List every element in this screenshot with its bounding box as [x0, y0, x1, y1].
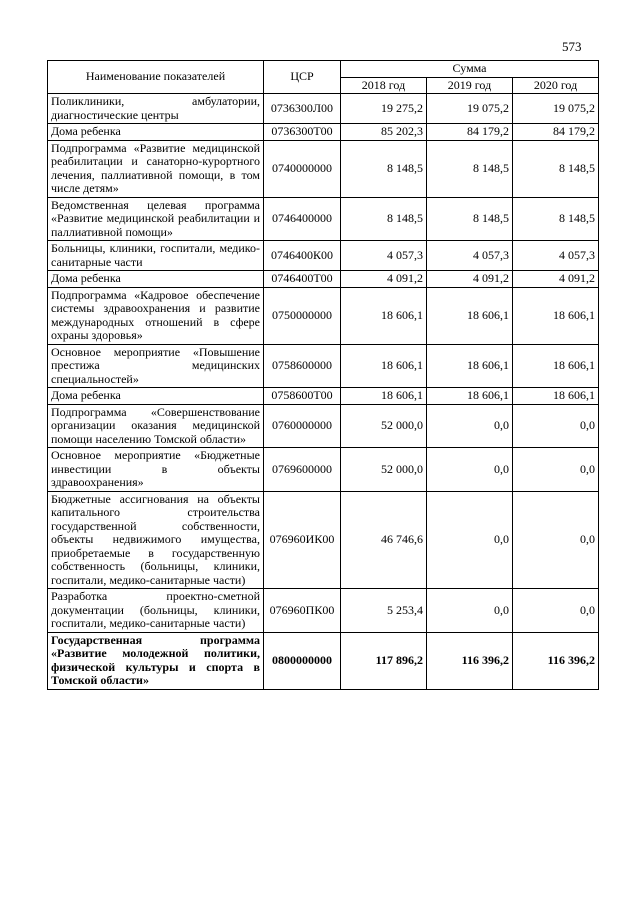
row-value-2018: 5 253,4: [341, 589, 427, 633]
row-value-2019: 8 148,5: [427, 197, 513, 241]
header-row: [48, 61, 599, 78]
header-csr: ЦСР: [264, 61, 341, 94]
row-value-2018: 52 000,0: [341, 404, 427, 448]
row-value-2020: 8 148,5: [513, 197, 599, 241]
row-csr-cell: 0758600000: [264, 344, 341, 388]
row-value-2018: 46 746,6: [341, 491, 427, 589]
row-value-2019: 4 091,2: [427, 271, 513, 288]
table-row: [48, 404, 599, 448]
row-name-cell: Бюджетные ассигнования на объекты капитального строительства государственной собственности, объекты недвижимого имущества, приобретаемые в государственную собственность (больницы, клиники, госпитали, медико-санитарные части): [48, 491, 264, 589]
header-year-2018: 2018 год: [341, 77, 427, 94]
table-row: [48, 197, 599, 241]
row-value-2018: 85 202,3: [341, 124, 427, 141]
row-csr-cell: 076960ИК00: [264, 491, 341, 589]
table-row: [48, 491, 599, 589]
row-value-2020: 4 057,3: [513, 241, 599, 271]
row-value-2020: 116 396,2: [513, 632, 599, 689]
header-year-2019: 2019 год: [427, 77, 513, 94]
row-value-2018: 8 148,5: [341, 140, 427, 197]
row-csr-cell: 0750000000: [264, 287, 341, 344]
row-value-2019: 0,0: [427, 491, 513, 589]
header-name: Наименование показателей: [48, 61, 264, 94]
row-value-2019: 4 057,3: [427, 241, 513, 271]
row-name-cell: Дома ребенка: [48, 388, 264, 405]
row-value-2020: 84 179,2: [513, 124, 599, 141]
row-value-2018: 117 896,2: [341, 632, 427, 689]
row-csr-cell: 076960ПК00: [264, 589, 341, 633]
row-csr-cell: 0740000000: [264, 140, 341, 197]
row-value-2020: 18 606,1: [513, 388, 599, 405]
row-csr-cell: 0758600Т00: [264, 388, 341, 405]
row-value-2019: 0,0: [427, 448, 513, 492]
row-value-2018: 4 091,2: [341, 271, 427, 288]
row-name-cell: Основное мероприятие «Повышение престижа медицинских специальностей»: [48, 344, 264, 388]
row-csr-cell: 0760000000: [264, 404, 341, 448]
row-name-cell: Дома ребенка: [48, 124, 264, 141]
table-row: [48, 287, 599, 344]
row-value-2018: 19 275,2: [341, 94, 427, 124]
row-value-2020: 0,0: [513, 491, 599, 589]
table-row: [48, 344, 599, 388]
row-csr-cell: 0800000000: [264, 632, 341, 689]
row-value-2019: 8 148,5: [427, 140, 513, 197]
row-value-2020: 0,0: [513, 448, 599, 492]
row-value-2019: 19 075,2: [427, 94, 513, 124]
row-name-cell: Больницы, клиники, госпитали, медико-санитарные части: [48, 241, 264, 271]
row-csr-cell: 0746400К00: [264, 241, 341, 271]
row-name-cell: Дома ребенка: [48, 271, 264, 288]
table-row: [48, 589, 599, 633]
row-value-2019: 18 606,1: [427, 287, 513, 344]
row-csr-cell: 0769600000: [264, 448, 341, 492]
row-name-cell: Ведомственная целевая программа «Развитие медицинской реабилитации и паллиативной помощи»: [48, 197, 264, 241]
row-name-cell: Поликлиники, амбулатории, диагностические центры: [48, 94, 264, 124]
row-csr-cell: 0736300Л00: [264, 94, 341, 124]
row-value-2018: 4 057,3: [341, 241, 427, 271]
row-value-2018: 52 000,0: [341, 448, 427, 492]
row-name-cell: Подпрограмма «Кадровое обеспечение системы здравоохранения и развитие международных отношений в сфере охраны здоровья»: [48, 287, 264, 344]
row-value-2018: 18 606,1: [341, 344, 427, 388]
table-row: [48, 140, 599, 197]
header-year-2020: 2020 год: [513, 77, 599, 94]
row-value-2019: 18 606,1: [427, 344, 513, 388]
row-name-cell: Разработка проектно-сметной документации (больницы, клиники, госпитали, медико-санитарные части): [48, 589, 264, 633]
row-value-2019: 116 396,2: [427, 632, 513, 689]
row-value-2019: 84 179,2: [427, 124, 513, 141]
row-name-cell: Подпрограмма «Развитие медицинской реабилитации и санаторно-курортного лечения, паллиативной помощи, в том числе детям»: [48, 140, 264, 197]
table-row: [48, 388, 599, 405]
row-csr-cell: 0736300Т00: [264, 124, 341, 141]
table-row: [48, 124, 599, 141]
row-value-2020: 19 075,2: [513, 94, 599, 124]
row-value-2020: 0,0: [513, 589, 599, 633]
row-value-2020: 8 148,5: [513, 140, 599, 197]
row-csr-cell: 0746400Т00: [264, 271, 341, 288]
table-row: [48, 632, 599, 689]
row-value-2019: 0,0: [427, 589, 513, 633]
row-value-2020: 0,0: [513, 404, 599, 448]
page-number: 573: [562, 39, 582, 54]
row-name-cell: Подпрограмма «Совершенствование организации оказания медицинской помощи населению Томской области»: [48, 404, 264, 448]
row-csr-cell: 0746400000: [264, 197, 341, 241]
row-value-2018: 18 606,1: [341, 287, 427, 344]
table-row: [48, 94, 599, 124]
row-value-2020: 18 606,1: [513, 287, 599, 344]
table-row: [48, 271, 599, 288]
row-value-2020: 18 606,1: [513, 344, 599, 388]
row-value-2018: 18 606,1: [341, 388, 427, 405]
row-value-2018: 8 148,5: [341, 197, 427, 241]
header-sum: Сумма: [341, 61, 599, 78]
row-name-cell: Государственная программа «Развитие молодежной политики, физической культуры и спорта в Томской области»: [48, 632, 264, 689]
row-value-2020: 4 091,2: [513, 271, 599, 288]
budget-table: [47, 60, 599, 690]
row-value-2019: 18 606,1: [427, 388, 513, 405]
row-name-cell: Основное мероприятие «Бюджетные инвестиции в объекты здравоохранения»: [48, 448, 264, 492]
table-row: [48, 241, 599, 271]
row-value-2019: 0,0: [427, 404, 513, 448]
table-row: [48, 448, 599, 492]
